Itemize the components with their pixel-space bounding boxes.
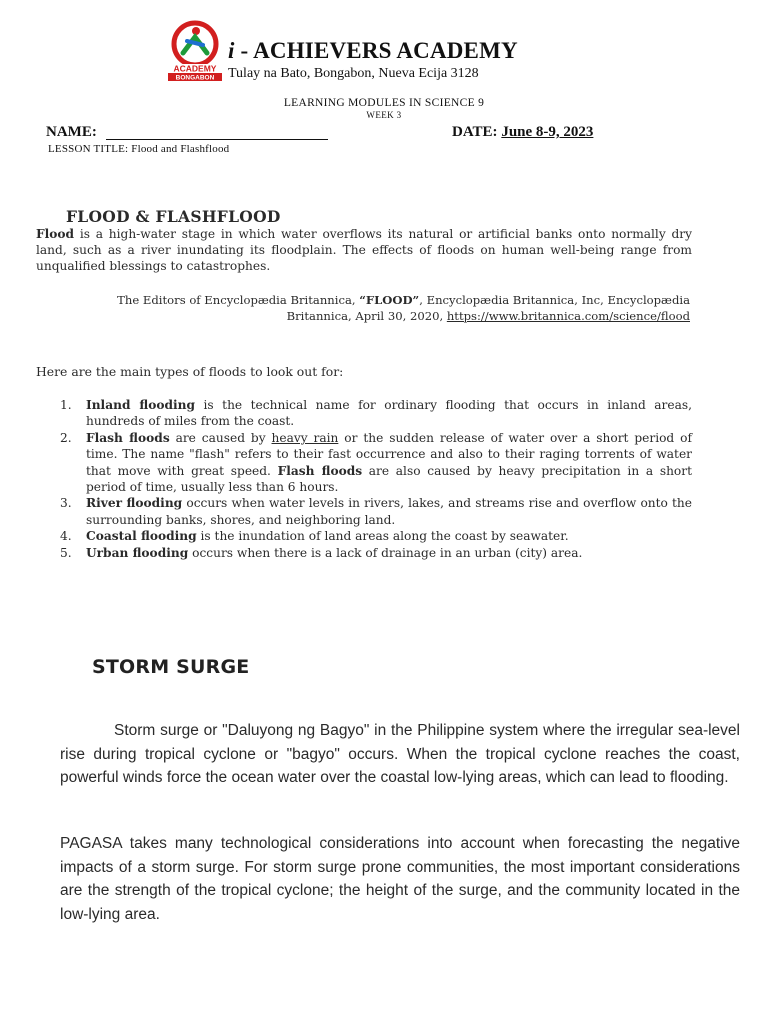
date-value: June 8-9, 2023 xyxy=(501,124,594,140)
list-item-text: occurs when water levels in rivers, lakes, and streams rise and overflow onto the surrounding banks, shores, and neighboring land. xyxy=(86,496,692,527)
list-item-number: 2. xyxy=(60,430,72,445)
flood-types-intro: Here are the main types of floods to look out for: xyxy=(36,364,344,379)
module-title: LEARNING MODULES IN SCIENCE 9 xyxy=(283,97,485,109)
logo-bottom-text: BONGABON xyxy=(175,74,215,82)
flood-types-list xyxy=(60,397,692,561)
list-item xyxy=(60,397,692,430)
lesson-title: LESSON TITLE: Flood and Flashflood xyxy=(48,143,230,155)
list-item-term: Urban flooding xyxy=(86,545,189,560)
citation-part2: , Encyclopædia Britannica, Inc, Encyclopædia Britannica, April 30, 2020, xyxy=(286,293,690,323)
list-item-text: are also caused by heavy precipitation in a short period of time, usually less than 6 hours. xyxy=(86,463,692,495)
citation-bold: “FLOOD” xyxy=(359,293,420,307)
storm-surge-paragraph-2: PAGASA takes many technological considerations into account when forecasting the negative impacts of a storm surge. For storm surge prone communities, the most important considerations are the strength of the tropical cyclone; the height of the surge, and the community located in the low-lying area. xyxy=(60,835,740,923)
list-item-number: 4. xyxy=(60,529,72,544)
list-item-text: or the sudden release of water over a short period of time. The name "flash" refers to their fast occurrence and also to their raging torrents of water that move with great speed. xyxy=(86,430,692,478)
citation-part1: The Editors of Encyclopædia Britannica, xyxy=(117,293,360,307)
list-item xyxy=(60,545,692,561)
list-item xyxy=(60,495,692,528)
list-item-number: 1. xyxy=(60,398,72,412)
week-label: WEEK 3 xyxy=(366,110,402,120)
list-item-term: Flash floods xyxy=(86,430,170,445)
school-address: Tulay na Bato, Bongabon, Nueva Ecija 3128 xyxy=(228,66,479,81)
storm-surge-paragraph-1: Storm surge or "Daluyong ng Bagyo" in the Philippine system where the irregular sea-level rise during tropical cyclone or "bagyo" occurs. When the tropical cyclone reaches the coast, powerful winds force the ocean water over the coastal low-lying areas, which can lead to flooding. xyxy=(60,722,740,786)
storm-surge-title: STORM SURGE xyxy=(92,656,250,678)
list-item-term: Coastal flooding xyxy=(86,529,197,544)
list-item xyxy=(60,430,692,496)
school-name-prefix: i xyxy=(228,38,235,63)
academy-logo-icon xyxy=(166,20,224,82)
date-label: DATE: xyxy=(452,124,498,140)
list-item-term: Inland flooding xyxy=(86,398,196,412)
list-item-term: Flash floods xyxy=(277,463,363,478)
flood-term: Flood xyxy=(36,227,75,241)
list-item-text: is the technical name for ordinary flooding that occurs in inland areas, hundreds of miles from the coast. xyxy=(86,398,692,429)
list-item-number: 3. xyxy=(60,496,72,511)
name-blank-line xyxy=(106,139,328,140)
list-item-number: 5. xyxy=(60,545,72,560)
date-field xyxy=(452,124,593,141)
list-item-text: are caused by xyxy=(169,430,272,445)
list-item-underlined: heavy rain xyxy=(271,430,339,445)
list-item-term: River flooding xyxy=(86,496,183,511)
school-name-rest: - ACHIEVERS ACADEMY xyxy=(234,38,518,63)
name-label: NAME: xyxy=(46,124,97,140)
list-item-text: is the inundation of land areas along the coast by seawater. xyxy=(196,529,569,544)
citation-url-link[interactable]: https://www.britannica.com/science/flood xyxy=(446,309,690,323)
flood-section-title: FLOOD & FLASHFLOOD xyxy=(66,207,281,226)
list-item xyxy=(60,528,692,544)
logo-top-text: ACADEMY xyxy=(173,63,217,74)
citation xyxy=(100,292,690,324)
school-name xyxy=(228,38,518,64)
flood-definition-text: is a high-water stage in which water overflows its natural or artificial banks onto normally dry land, such as a river inundating its floodplain. The effects of floods on human well-being range from unqualified blessings to catastrophes. xyxy=(36,227,692,274)
list-item-text: occurs when there is a lack of drainage in an urban (city) area. xyxy=(188,545,583,560)
flood-definition xyxy=(36,226,692,275)
